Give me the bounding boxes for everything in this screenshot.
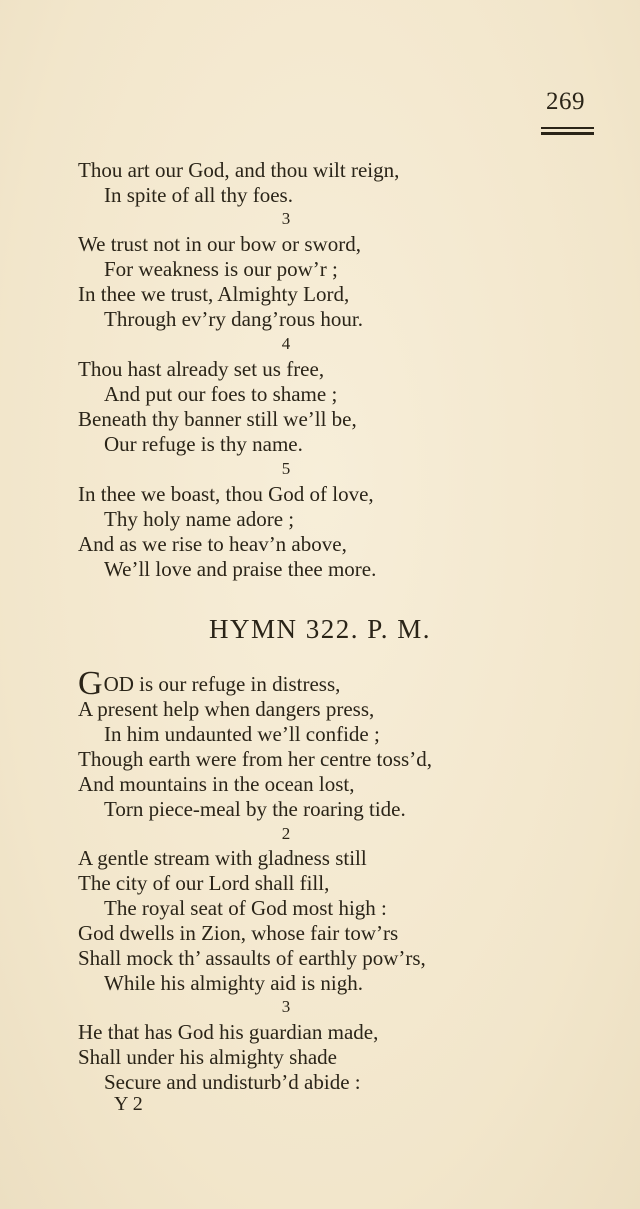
- verse-line: Thy holy name adore ;: [104, 507, 295, 531]
- header-rule-thick: [541, 132, 594, 135]
- verse-line: And mountains in the ocean lost,: [78, 772, 355, 796]
- verse-line: Beneath thy banner still we’ll be,: [78, 407, 357, 431]
- verse-line: Through ev’ry dang’rous hour.: [104, 307, 363, 331]
- verse-line: Torn piece-meal by the roaring tide.: [104, 797, 406, 821]
- first-line-rest: is our refuge in distress,: [133, 672, 341, 696]
- verse-line: Shall under his almighty shade: [78, 1045, 337, 1069]
- page-number: 269: [546, 88, 585, 115]
- verse-number: 5: [281, 459, 291, 478]
- verse-line: In thee we boast, thou God of love,: [78, 482, 374, 506]
- verse-line: We trust not in our bow or sword,: [78, 232, 361, 256]
- verse-line: Thou art our God, and thou wilt reign,: [78, 158, 400, 182]
- verse-line: And as we rise to heav’n above,: [78, 532, 347, 556]
- drop-cap: G: [78, 665, 103, 702]
- verse-line: In him undaunted we’ll confide ;: [104, 722, 380, 746]
- verse-line: He that has God his guardian made,: [78, 1020, 379, 1044]
- verse-line: A present help when dangers press,: [78, 697, 375, 721]
- verse-number: 3: [281, 209, 291, 228]
- signature-mark: Y 2: [114, 1093, 143, 1115]
- verse-line: Secure and undisturb’d abide :: [104, 1070, 361, 1094]
- verse-line: Shall mock th’ assaults of earthly pow’rs,: [78, 946, 426, 970]
- verse-line: The royal seat of God most high :: [104, 896, 387, 920]
- verse-first-line: [78, 665, 341, 702]
- hymn-title: HYMN 322. P. M.: [208, 614, 432, 644]
- verse-line: In spite of all thy foes.: [104, 183, 293, 207]
- verse-number: 4: [281, 334, 291, 353]
- verse-number: 2: [281, 824, 291, 843]
- verse-line: We’ll love and praise thee more.: [104, 557, 377, 581]
- verse-line: In thee we trust, Almighty Lord,: [78, 282, 350, 306]
- verse-line: While his almighty aid is nigh.: [104, 971, 363, 995]
- verse-line: Though earth were from her centre toss’d,: [78, 747, 432, 771]
- verse-line: For weakness is our pow’r ;: [104, 257, 338, 281]
- first-word-rest: OD: [103, 672, 134, 696]
- verse-line: A gentle stream with gladness still: [78, 846, 367, 870]
- verse-line: God dwells in Zion, whose fair tow’rs: [78, 921, 399, 945]
- verse-line: Our refuge is thy name.: [104, 432, 303, 456]
- verse-number: 3: [281, 997, 291, 1016]
- verse-line: And put our foes to shame ;: [104, 382, 338, 406]
- header-rule-thin: [541, 127, 594, 129]
- verse-line: The city of our Lord shall fill,: [78, 871, 330, 895]
- verse-line: Thou hast already set us free,: [78, 357, 325, 381]
